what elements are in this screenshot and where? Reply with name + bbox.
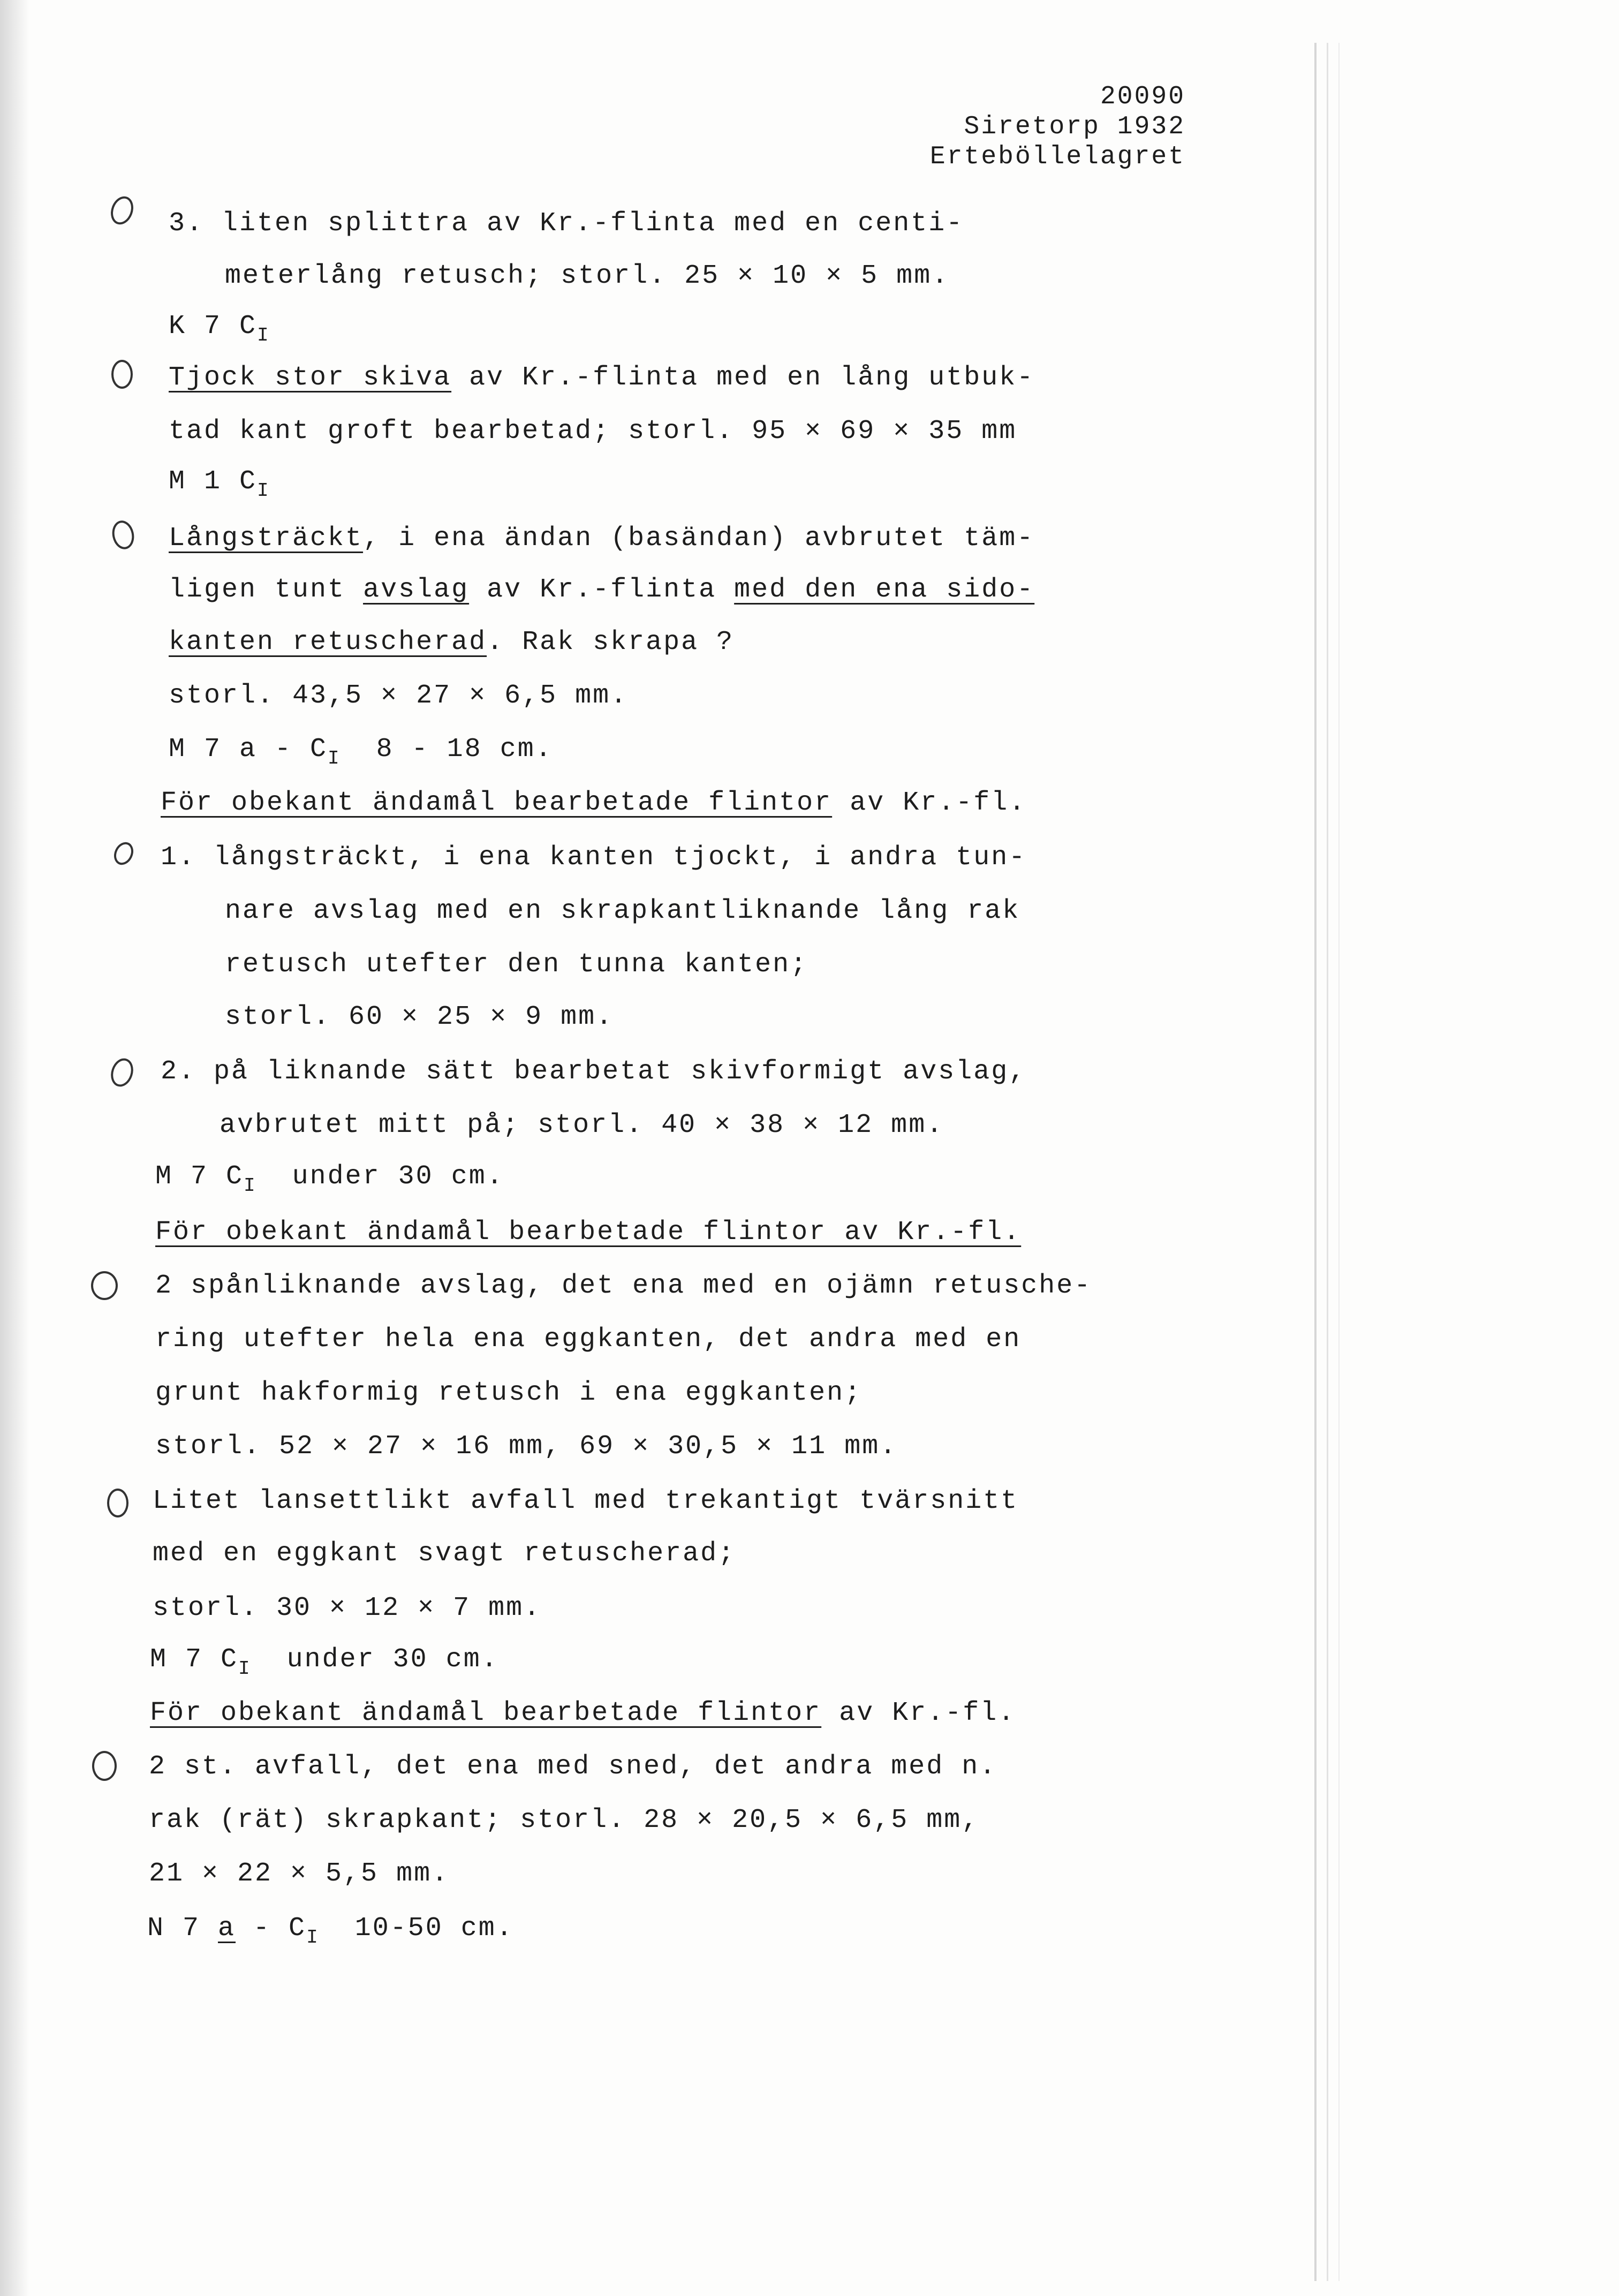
find-location: N 7 a - $C_I$ 10-50 cm. (147, 1913, 514, 1948)
document-number: 20090 (1100, 82, 1185, 111)
text-line: med en eggkant svagt retuscherad; (153, 1538, 736, 1569)
margin-circle-mark (107, 193, 137, 228)
text-line: Litet lansettlikt avfall med trekantigt tvärsnitt (153, 1486, 1019, 1516)
margin-circle-mark (107, 1489, 128, 1517)
text-line: 2 st. avfall, det ena med sned, det andra med n. (149, 1751, 997, 1782)
find-location: K 7 $C_I$ (169, 311, 270, 346)
site-name: Siretorp 1932 (964, 112, 1185, 141)
text-line: storl. 60 × 25 × 9 mm. (225, 1002, 614, 1032)
page-left-shadow (0, 0, 29, 2296)
text-line: grunt hakformig retusch i ena eggkanten; (155, 1378, 863, 1408)
section-heading: För obekant ändamål bearbetade flintor av Kr.-fl. (161, 788, 1027, 818)
section-heading: För obekant ändamål bearbetade flintor av Kr.-fl. (150, 1698, 1016, 1728)
text-line: 2 spånliknande avslag, det ena med en ojämn retusche- (155, 1271, 1092, 1301)
text-line: nare avslag med en skrapkantliknande lång rak (225, 896, 1020, 926)
text-line: 3. liten splittra av Kr.-flinta med en centi- (169, 208, 964, 239)
margin-circle-mark (92, 1751, 117, 1781)
text-line: meterlång retusch; storl. 25 × 10 × 5 mm. (225, 261, 950, 291)
find-location: M 7 a - $C_I$ 8 - 18 cm. (169, 734, 553, 769)
margin-circle-mark (108, 1055, 137, 1090)
margin-circle-mark (111, 360, 133, 389)
text-line: Tjock stor skiva av Kr.-flinta med en lång utbuk- (169, 362, 1035, 393)
text-line: 1. långsträckt, i ena kanten tjockt, i andra tun- (161, 842, 1027, 873)
text-line: ligen tunt avslag av Kr.-flinta med den ena sido- (169, 575, 1035, 605)
find-location: M 7 $C_I$ under 30 cm. (155, 1161, 504, 1197)
text-line: rak (rät) skrapkant; storl. 28 × 20,5 × 6,5 mm, (149, 1805, 980, 1836)
text-line: storl. 52 × 27 × 16 mm, 69 × 30,5 × 11 mm. (155, 1431, 898, 1462)
text-line: 2. på liknande sätt bearbetat skivformigt avslag, (161, 1056, 1027, 1087)
page-edge-line (1327, 43, 1328, 2281)
page-edge-line (1314, 43, 1317, 2281)
layer-name: Erteböllelagret (929, 142, 1185, 171)
margin-circle-mark (91, 1271, 118, 1300)
text-line: retusch utefter den tunna kanten; (225, 949, 808, 980)
text-line: Långsträckt, i ena ändan (basändan) avbrutet täm- (169, 523, 1035, 554)
text-line: avbrutet mitt på; storl. 40 × 38 × 12 mm. (220, 1110, 944, 1141)
text-line: storl. 43,5 × 27 × 6,5 mm. (169, 681, 629, 711)
text-line: kanten retuscherad. Rak skrapa ? (169, 627, 735, 658)
page-edge-line (1338, 43, 1340, 2281)
text-line: tad kant groft bearbetad; storl. 95 × 69 × 35 mm (169, 416, 1017, 447)
text-line: storl. 30 × 12 × 7 mm. (153, 1593, 542, 1623)
text-line: ring utefter hela ena eggkanten, det andra med en (155, 1324, 1022, 1355)
section-heading: För obekant ändamål bearbetade flintor av Kr.-fl. (155, 1217, 1022, 1248)
text-line: 21 × 22 × 5,5 mm. (149, 1859, 450, 1889)
margin-circle-mark (110, 839, 137, 868)
find-location: M 7 $C_I$ under 30 cm. (150, 1644, 499, 1680)
find-location: M 1 $C_I$ (169, 466, 270, 502)
margin-circle-mark (110, 518, 137, 551)
